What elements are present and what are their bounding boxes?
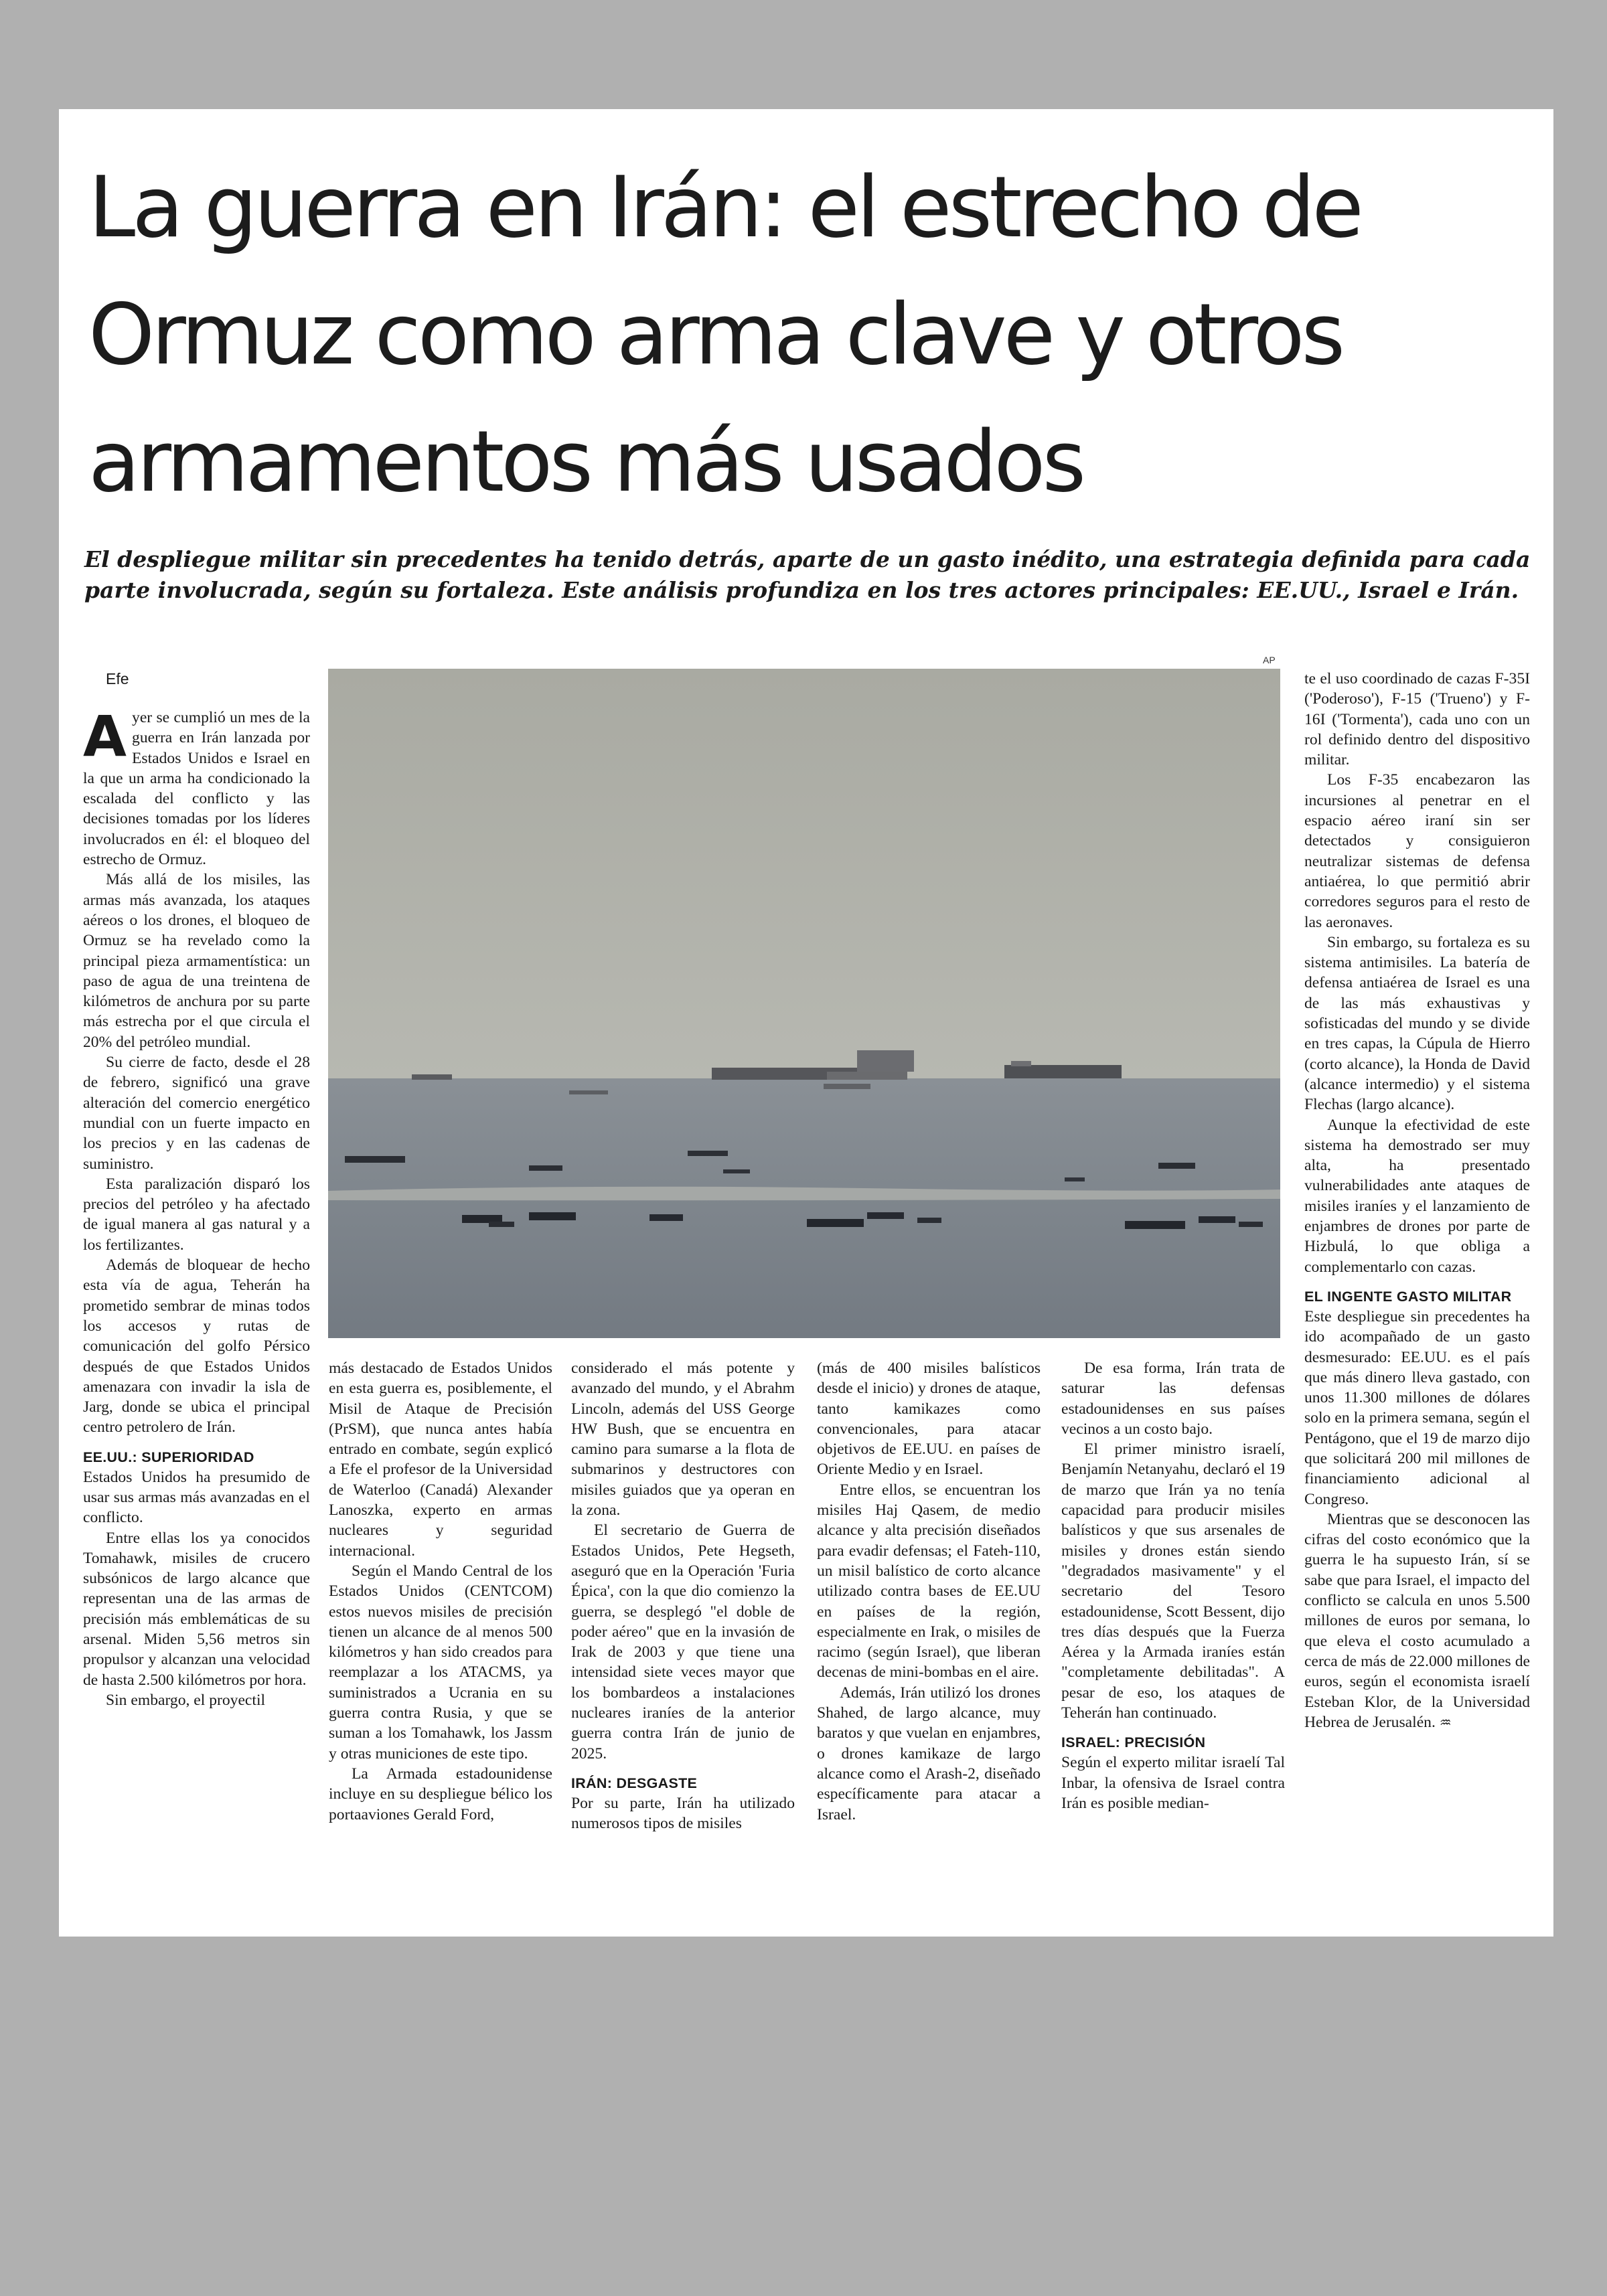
paragraph: Sin embargo, su fortaleza es su sistema antimisiles. La batería de defensa antiaérea de Israel es una de las más exhaustivas y sofisticadas del mundo y se divide en tres capas, la Cúpula de Hierro (corto alcance), la Honda de David (alcance intermedio) y el sistema Flechas (largo alcance). [1304,933,1530,1114]
paragraph: Estados Unidos ha presumido de usar sus armas más avanzadas en el conflicto. [83,1468,310,1527]
newspaper-page [59,109,1553,1937]
column-3 [571,1358,795,1834]
paragraph: Entre ellas los ya conocidos Tomahawk, misiles de crucero subsónicos de largo alcance que representan una de las armas de precisión más emblemáticas de su arsenal. Miden 5,56 metros sin propulsor y alcanzan una velocidad de hasta 2.500 kilómetros por hora. [83,1529,310,1689]
paragraph: El secretario de Guerra de Estados Unidos, Pete Hegseth, aseguró que en la Operación 'Furia Épica', con la que dio comienzo la guerra, se desplegó "el doble de poder aéreo" que en la invasión de Irak de 2003 y que tiene una intensidad siete veces mayor que los bombardeos a instalaciones nucleares iraníes de la anterior guerra contra Irán de junio de 2025. [571,1522,795,1762]
drop-cap: A [83,704,127,769]
paragraph: Esta paralización disparó los precios del petróleo y ha afectado de igual manera al gas natural y a los fertilizantes. [83,1175,310,1254]
column-1 [83,669,310,1710]
paragraph: Más allá de los misiles, las armas más avanzada, los ataques aéreos o los drones, el bloqueo de Ormuz se ha revelado como la principal pieza armamentística: un paso de agua de una treintena de kilómetros de anchura por su parte más estrecha por el que circula el 20% del petróleo mundial. [83,871,310,1051]
paragraph: Su cierre de facto, desde el 28 de febrero, significó una grave alteración del comercio energético mundial con un fuerte impacto en los precios y en las cadenas de suministro. [83,1054,310,1173]
paragraph: El primer ministro israelí, Benjamín Netanyahu, declaró el 19 de marzo que Irán ya no tenía capacidad para producir misiles balísticos y que sus arsenales de misiles y drones están siendo "degradados masivamente" y el secretario del Tesoro estadounidense, Scott Bessent, dijo tres días después que la Fuerza Aérea y la Armada iraníes están "completamente debilitadas". A pesar de eso, los ataques de Teherán han continuado. [1061,1441,1285,1722]
paragraph: La Armada estadounidense incluye en su despliegue bélico los portaaviones Gerald Ford, [329,1765,552,1823]
standfirst: El despliegue militar sin precedentes ha tenido detrás, aparte de un gasto inédito, una estrategia definida para cada parte involucrada, según su fortaleza. Este análisis profundiza en los tres actores principales: EE.UU., Israel e Irán. [84,546,1531,603]
subheading-israel: ISRAEL: PRECISIÓN [1061,1734,1206,1751]
paragraph: Además de bloquear de hecho esta vía de agua, Teherán ha prometido sembrar de minas todos los accesos y rutas de comunicación del golfo Pérsico después de que Estados Unidos amenazara con invadir la isla de Jarg, donde se ubica el principal centro petrolero de Irán. [83,1256,310,1437]
final-paragraph: Mientras que se desconocen las cifras del costo económico que la guerra le ha supuesto Irán, sí se sabe que para Israel, el impacto del conflicto se calcula en unos 5.500 millones de euros por semana, lo que eleva el costo acumulado a cerca de más de 22.000 millones de euros, según el economista israelí Esteban Klor, de la Universidad Hebrea de Jerusalén. ♒ [1304,1510,1530,1731]
paragraph: De esa forma, Irán trata de saturar las defensas estadounidenses en sus países vecinos a un costo bajo. [1061,1360,1285,1438]
subheading-iran: IRÁN: DESGASTE [571,1775,698,1791]
byline: Efe [106,670,129,687]
paragraph: (más de 400 misiles balísticos desde el inicio) y drones de ataque, tanto kamikazes como convencionales, para atacar objetivos de EE.UU. en países de Oriente Medio y en Israel. [817,1360,1041,1479]
paragraph: Sin embargo, el proyectil [106,1691,266,1709]
end-mark-icon: ♒ [1439,1714,1452,1730]
paragraph: Entre ellos, se encuentran los misiles Haj Qasem, de medio alcance y alta precisión diseñados para evadir defensas; el Fateh-110, un misil balístico de corto alcance utilizado contra bases de EE.UU en países de la región, especialmente en Irak, o misiles de racimo (según Israel), que liberan decenas de mini-bombas en el aire. [817,1481,1041,1682]
paragraph: Según el experto militar israelí Tal Inbar, la ofensiva de Israel contra Irán es posible median- [1061,1754,1285,1812]
column-2 [329,1358,552,1825]
paragraph: considerado el más potente y avanzado del mundo, y el Abrahm Lincoln, además del USS George HW Bush, que se encuentra en camino para sumarse a la flota de submarinos y destructores con misiles guiados que ya operan en la zona. [571,1360,795,1520]
column-6 [1304,669,1530,1732]
lead-paragraph: Ayer se cumplió un mes de la guerra en Irán lanzada por Estados Unidos e Israel en la que un arma ha condicionado la escalada del conflicto y las decisiones tomadas por los líderes involucrados en él: el bloqueo del estrecho de Ormuz. [83,704,310,869]
paragraph: Aunque la efectividad de este sistema ha demostrado ser muy alta, ha presentado vulnerabilidades ante ataques de misiles iraníes y el lanzamiento de enjambres de drones por parte de Hizbulá, lo que obliga a complementarlo con cazas. [1304,1116,1530,1276]
paragraph: Este despliegue sin precedentes ha ido acompañado de un gasto desmesurado: EE.UU. es el país que más dinero lleva gastado, con unos 11.300 millones de dólares solo en la primera semana, según el Pentágono, que el 19 de marzo dijo que solicitará 200 mil millones de financiamiento adicional al Congreso. [1304,1307,1530,1508]
paragraph: Por su parte, Irán ha utilizado numerosos tipos de misiles [571,1794,795,1833]
column-5 [1061,1358,1285,1813]
column-4 [817,1358,1041,1825]
headline: La guerra en Irán: el estrecho de Ormuz como arma clave y otros armamentos más usados [88,158,1361,511]
paragraph: Además, Irán utilizó los drones Shahed, de largo alcance, muy baratos y que vuelan en enjambres, o drones kamikaze de largo alcance como el Arash-2, diseñado específicamente para atacar a Israel. [817,1684,1041,1823]
paragraph: más destacado de Estados Unidos en esta guerra es, posiblemente, el Misil de Ataque de Precisión (PrSM), que nunca antes había entrado en combate, según explicó a Efe el profesor de la Universidad de Waterloo (Canadá) Alexander Lanoszka, experto en armas nucleares y seguridad internacional. [329,1360,552,1560]
subheading-usa: EE.UU.: SUPERIORIDAD [83,1449,254,1465]
subheading-military-spending: EL INGENTE GASTO MILITAR [1304,1288,1512,1305]
paragraph: Según el Mando Central de los Estados Unidos (CENTCOM) estos nuevos misiles de precisión tienen un alcance de al menos 500 kilómetros y han sido creados para reemplazar a los ATACMS, ya suministrados a Ucrania en su guerra contra Rusia, y que se suman a los Tomahawk, los Jassm y otras municiones de este tipo. [329,1562,552,1762]
paragraph: Los F-35 encabezaron las incursiones al penetrar en el espacio aéreo iraní sin ser detectados y consiguieron neutralizar sistemas de defensa antiaérea, lo que permitió abrir corredores seguros para el resto de las aeronaves. [1304,771,1530,931]
photo-credit: AP [1263,655,1276,665]
news-photo-strait-of-hormuz-ships [328,669,1280,1338]
paragraph: te el uso coordinado de cazas F-35I ('Poderoso'), F-15 ('Trueno') y F-16I ('Tormenta'), cada uno con un rol definido dentro del dispositivo militar. [1304,670,1530,769]
